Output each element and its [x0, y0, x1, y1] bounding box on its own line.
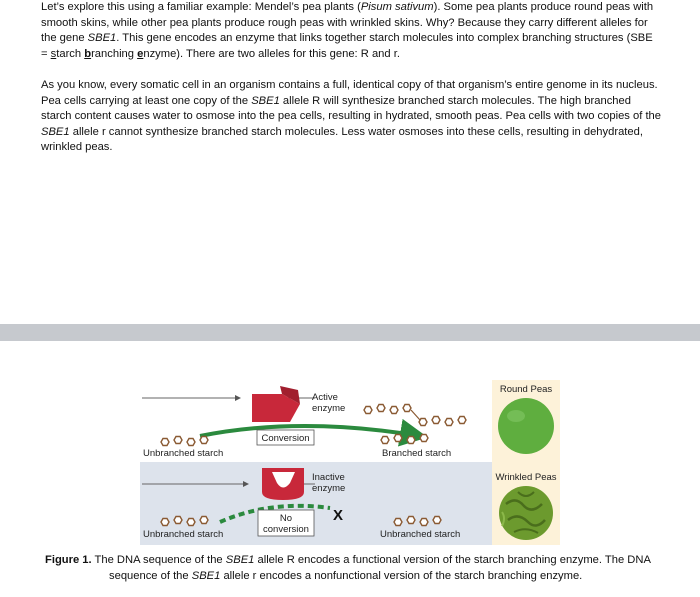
top-input-label: Unbranched starch [143, 448, 224, 459]
round-pea-icon [498, 398, 554, 454]
round-peas-label: Round Peas [499, 384, 553, 395]
section-divider-band [0, 324, 700, 341]
inactive-enzyme-label-1: Inactive [312, 472, 345, 483]
inactive-enzyme-icon [262, 468, 304, 500]
block-x-mark: X [333, 507, 344, 524]
conversion-label: Conversion [261, 433, 310, 444]
figure-caption: Figure 1. The DNA sequence of the SBE1 allele R encodes a functional version of the starch branching enzyme. The DNA sequence of the SBE1 allele r encodes a nonfunctional version of the starch branching enzyme. [45, 554, 651, 582]
round-pea-highlight [507, 410, 525, 422]
active-enzyme-label-2: enzyme [312, 403, 346, 414]
wrinkled-pea-icon [499, 486, 553, 540]
no-conversion-label-2: conversion [263, 524, 309, 535]
inactive-enzyme-label-2: enzyme [312, 483, 346, 494]
active-enzyme-label-1: Active [312, 392, 338, 403]
bottom-input-label: Unbranched starch [143, 529, 224, 540]
figure-starch-branching [140, 380, 560, 545]
no-conversion-label-1: No [279, 513, 293, 524]
paragraph-somatic-cells: As you know, every somatic cell in an organism contains a full, identical copy of that organism’s entire genome in its nucleus. Pea cells carrying at least one copy of the SBE1 allele R will synthesize branched starch molecules. The high branched starch content causes water to osmose into the pea cells, resulting in hydrated, smooth peas. Pea cells with two copies of the SBE1 allele r cannot synthesize branched starch molecules. Less water osmoses into these cells, resulting in dehydrated, wrinkled peas. [41, 79, 661, 154]
paragraph-intro: Let’s explore this using a familiar example: Mendel’s pea plants (Pisum sativum). Some pea plants produce round peas with smooth skins, while other pea plants produce rough peas with wrinkled skins. Why? Because they carry different alleles for the gene SBE1. This gene encodes an enzyme that links together starch molecules into complex branching structures (SBE = starch branching enzyme). There are two alleles for this gene: R and r. [41, 1, 654, 60]
top-output-label: Branched starch [382, 448, 452, 459]
bottom-output-label: Unbranched starch [380, 529, 461, 540]
wrinkled-peas-label: Wrinkled Peas [495, 472, 557, 483]
